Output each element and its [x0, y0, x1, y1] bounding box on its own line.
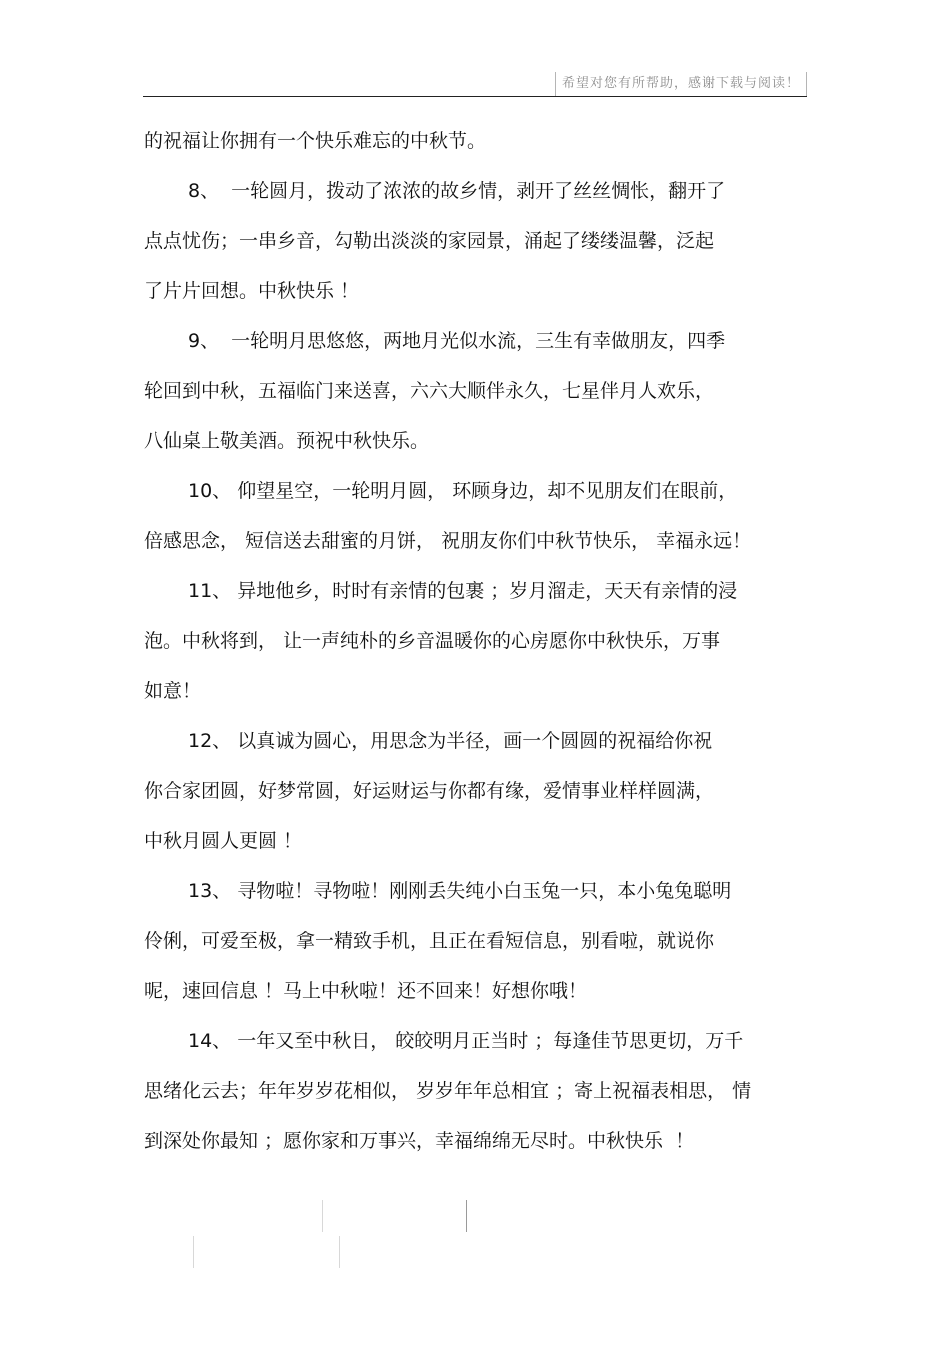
text-line: 轮回到中秋，五福临门来送喜，六六大顺伴永久，七星伴月人欢乐， — [144, 380, 715, 402]
text-line: 中秋月圆人更圆 ！ — [144, 830, 303, 852]
faint-rule — [466, 1200, 467, 1232]
faint-rule — [193, 1236, 194, 1268]
text-line: 泡。中秋将到， 让一声纯朴的乡音温暖你的心房愿你中秋快乐，万事 — [144, 630, 721, 652]
faint-rule — [322, 1200, 323, 1232]
text-line: 呢，速回信息 ！马上中秋啦！还不回来！好想你哦！ — [144, 980, 588, 1002]
text-line: 10、 仰望星空，一轮明月圆， 环顾身边，却不见朋友们在眼前， — [188, 480, 738, 502]
text-line: 八仙桌上敬美酒。预祝中秋快乐。 — [144, 430, 430, 452]
text-line: 倍感思念， 短信送去甜蜜的月饼， 祝朋友你们中秋节快乐， 幸福永远！ — [144, 530, 752, 552]
text-line: 13、 寻物啦！寻物啦！刚刚丢失纯小白玉兔一只，本小兔兔聪明 — [188, 880, 732, 902]
text-line: 14、 一年又至中秋日， 皎皎明月正当时 ；每逢佳节思更切，万千 — [188, 1030, 744, 1052]
text-line: 8、 一轮圆月，拨动了浓浓的故乡情，剥开了丝丝惆怅，翻开了 — [188, 180, 726, 202]
text-line: 思绪化云去；年年岁岁花相似， 岁岁年年总相宜 ；寄上祝福表相思， 情 — [144, 1080, 752, 1102]
text-line: 点点忧伤；一串乡音，勾勒出淡淡的家园景，涌起了缕缕温馨，泛起 — [144, 230, 715, 252]
text-line: 你合家团圆，好梦常圆，好运财运与你都有缘，爱情事业样样圆满， — [144, 780, 715, 802]
text-line: 12、 以真诚为圆心，用思念为半径，画一个圆圆的祝福给你祝 — [188, 730, 713, 752]
text-line: 伶俐，可爱至极，拿一精致手机，且正在看短信息，别看啦，就说你 — [144, 930, 715, 952]
header-rule — [143, 96, 807, 97]
header-note: 希望对您有所帮助，感谢下载与阅读！ — [555, 72, 807, 96]
text-line: 到深处你最知 ；愿你家和万事兴，幸福绵绵无尽时。中秋快乐 ！ — [144, 1130, 695, 1152]
text-line: 9、 一轮明月思悠悠，两地月光似水流，三生有幸做朋友，四季 — [188, 330, 726, 352]
faint-rule — [339, 1236, 340, 1268]
text-line: 11、 异地他乡，时时有亲情的包裹 ；岁月溜走，天天有亲情的浸 — [188, 580, 738, 602]
text-line: 如意！ — [144, 680, 202, 702]
text-line: 了片片回想。中秋快乐 ！ — [144, 280, 360, 302]
text-line: 的祝福让你拥有一个快乐难忘的中秋节。 — [144, 130, 487, 152]
